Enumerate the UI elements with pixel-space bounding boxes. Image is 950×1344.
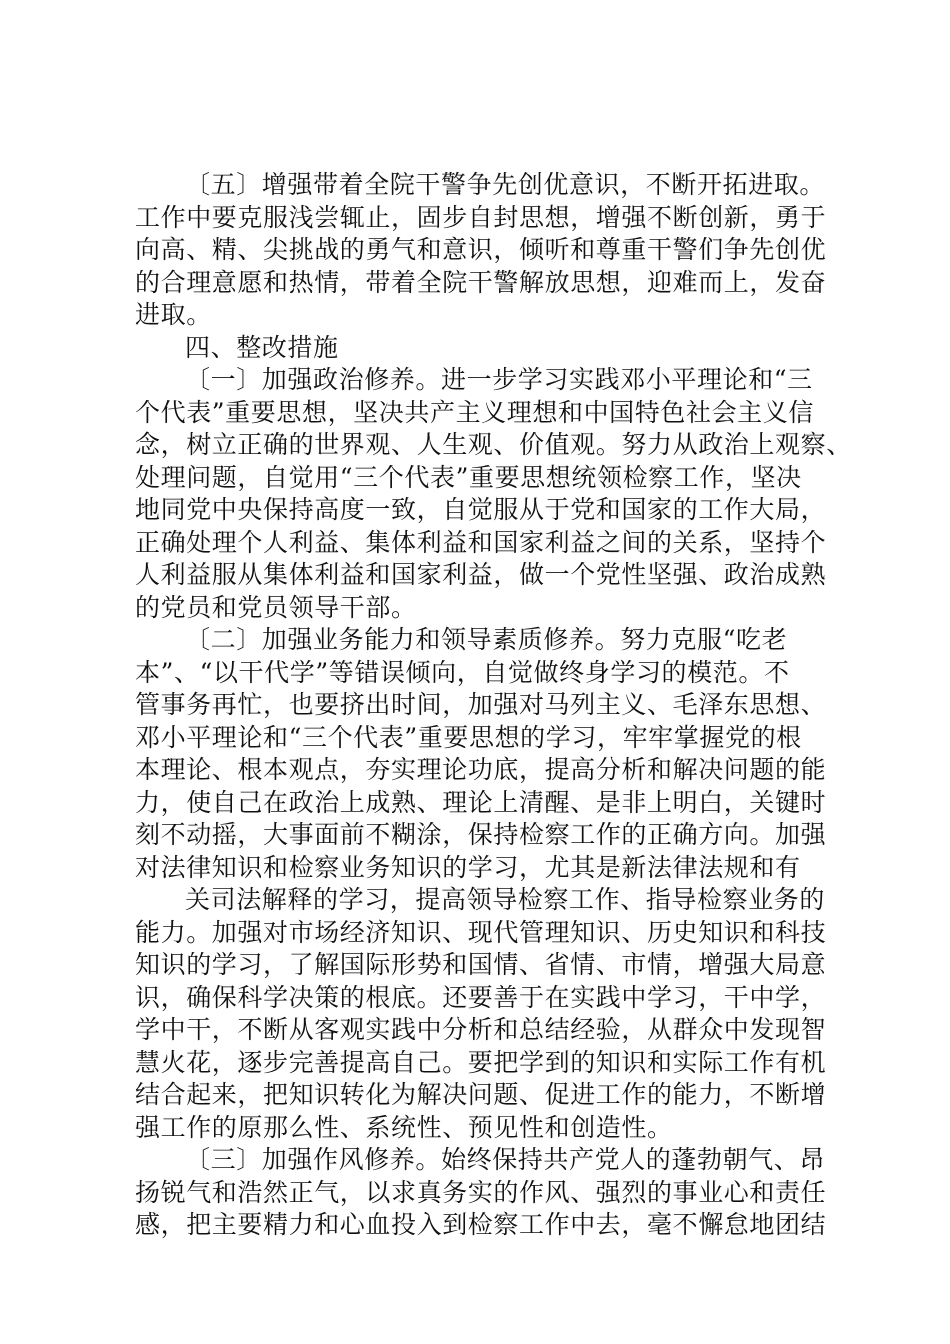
text-line: 念，树立正确的世界观、人生观、价值观。努力从政治上观察、	[135, 430, 852, 459]
text-line: 知识的学习，了解国际形势和国情、省情、市情，增强大局意	[135, 950, 827, 979]
text-line: 识，确保科学决策的根底。还要善于在实践中学习，干中学，	[135, 982, 827, 1012]
text-line: 本理论、根本观点，夯实理论功底，提高分析和解决问题的能	[135, 755, 827, 784]
text-line: 地同党中央保持高度一致，自觉服从于党和国家的工作大局，	[135, 495, 827, 524]
text-line: 的党员和党员领导干部。	[135, 592, 417, 622]
text-line: 感，把主要精力和心血投入到检察工作中去，毫不懈怠地团结	[135, 1210, 827, 1239]
text-line: 四、整改措施	[185, 332, 339, 362]
text-line: 向高、精、尖挑战的勇气和意识，倾听和尊重干警们争先创优	[135, 235, 827, 264]
text-line: 扬锐气和浩然正气，以求真务实的作风、强烈的事业心和责任	[135, 1177, 827, 1207]
text-line: 个代表”重要思想，坚决共产主义理想和中国特色社会主义信	[135, 397, 814, 427]
text-line: 本”、“以干代学”等错误倾向，自觉做终身学习的模范。不	[135, 657, 790, 687]
text-line: 的合理意愿和热情，带着全院干警解放思想，迎难而上，发奋	[135, 267, 827, 297]
text-line: 慧火花，逐步完善提高自己。要把学到的知识和实际工作有机	[135, 1047, 827, 1077]
text-line: 工作中要克服浅尝辄止，固步自封思想，增强不断创新，勇于	[135, 202, 827, 232]
text-line: 人利益服从集体利益和国家利益，做一个党性坚强、政治成熟	[135, 560, 827, 589]
document-body	[135, 169, 852, 1242]
text-line: 刻不动摇，大事面前不糊涂，保持检察工作的正确方向。加强	[135, 820, 827, 849]
text-line: 邓小平理论和“三个代表”重要思想的学习，牢牢掌握党的根	[135, 722, 802, 752]
text-line: 关司法解释的学习，提高领导检察工作、指导检察业务的	[185, 885, 826, 914]
text-line: 能力。加强对市场经济知识、现代管理知识、历史知识和科技	[135, 917, 827, 947]
text-line: 管事务再忙，也要挤出时间，加强对马列主义、毛泽东思想、	[135, 690, 827, 719]
text-line: 〔五〕增强带着全院干警争先创优意识，不断开拓进取。	[185, 170, 826, 199]
text-line: 正确处理个人利益、集体利益和国家利益之间的关系，坚持个	[135, 527, 827, 557]
text-line: 进取。	[135, 300, 212, 329]
text-line: 力，使自己在政治上成熟、理论上清醒、是非上明白，关键时	[135, 787, 827, 817]
text-line: 学中干，不断从客观实践中分析和总结经验，从群众中发现智	[135, 1015, 827, 1044]
text-line: 〔三〕加强作风修养。始终保持共产党人的蓬勃朝气、昂	[185, 1145, 826, 1174]
text-line: 强工作的原那么性、系统性、预见性和创造性。	[135, 1112, 673, 1142]
text-line: 对法律知识和检察业务知识的学习，尤其是新法律法规和有	[135, 852, 801, 882]
text-line: 〔二〕加强业务能力和领导素质修养。努力克服“吃老	[185, 625, 788, 654]
text-line: 〔一〕加强政治修养。进一步学习实践邓小平理论和“三	[185, 365, 813, 394]
text-line: 处理问题，自觉用“三个代表”重要思想统领检察工作，坚决	[135, 462, 802, 492]
text-line: 结合起来，把知识转化为解决问题、促进工作的能力，不断增	[135, 1080, 827, 1109]
